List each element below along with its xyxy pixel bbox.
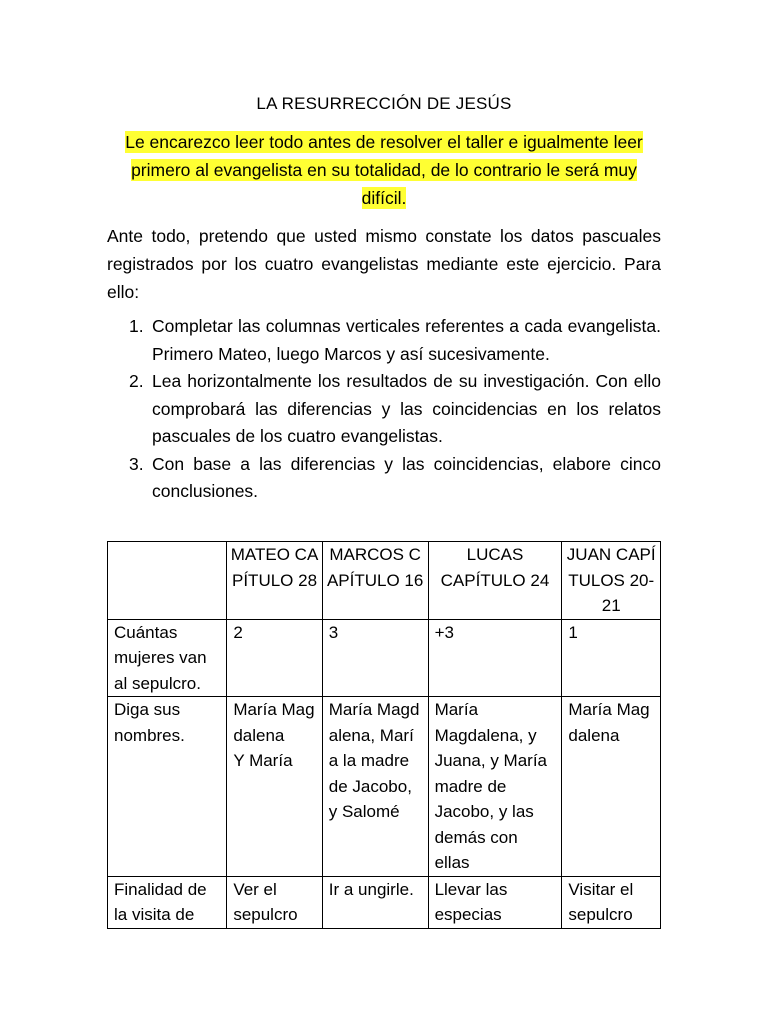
table-cell: 3 — [322, 619, 428, 697]
table-header-cell: MATEO CAPÍTULO 28 — [227, 542, 322, 620]
comparison-table — [107, 541, 661, 929]
table-header-cell: LUCAS CAPÍTULO 24 — [428, 542, 562, 620]
list-item — [107, 368, 661, 451]
instruction-list — [107, 313, 661, 506]
table-cell: Visitar el sepulcro — [562, 876, 661, 928]
table-row — [108, 619, 661, 697]
table-row — [108, 876, 661, 928]
table-cell: Ir a ungirle. — [322, 876, 428, 928]
intro-paragraph: Ante todo, pretendo que usted mismo constate los datos pascuales registrados por los cuatro evangelistas mediante este ejercicio. Para ello: — [107, 226, 661, 302]
table-header-cell: MARCOS CAPÍTULO 16 — [322, 542, 428, 620]
highlighted-text: Le encarezco leer todo antes de resolver el taller e igualmente leer primero al evangelista en su totalidad, de lo contrario le será muy difícil. — [125, 132, 643, 208]
table-cell: Llevar las especias — [428, 876, 562, 928]
row-label: Finalidad de la visita de — [108, 876, 227, 928]
list-item-number: 2. — [129, 371, 144, 391]
table-cell: María Magdalena, María la madre de Jacobo, y Salomé — [322, 697, 428, 877]
table-cell: Ver el sepulcro — [227, 876, 322, 928]
row-label: Cuántas mujeres van al sepulcro. — [108, 619, 227, 697]
table-cell: María Magdalena, y Juana, y María madre de Jacobo, y las demás con ellas — [428, 697, 562, 877]
table-cell: +3 — [428, 619, 562, 697]
table-header-row — [108, 542, 661, 620]
list-item-number: 3. — [129, 453, 144, 474]
table-cell: María Magdalena — [562, 697, 661, 877]
table-cell: 1 — [562, 619, 661, 697]
row-label: Diga sus nombres. — [108, 697, 227, 877]
table-row — [108, 697, 661, 877]
list-item-text: Con base a las diferencias y las coincidencias, elabore cinco conclusiones. — [152, 453, 661, 501]
list-item-text: Lea horizontalmente los resultados de su investigación. Con ello comprobará las diferencias y las coincidencias en los relatos pascuales de los cuatro evangelistas. — [152, 371, 661, 446]
list-item-text: Completar las columnas verticales referentes a cada evangelista. Primero Mateo, luego Marcos y así sucesivamente. — [152, 316, 661, 364]
table-cell: María Magdalena Y María — [227, 697, 322, 877]
list-item — [107, 313, 661, 368]
list-item-number: 1. — [129, 316, 144, 336]
list-item — [107, 451, 661, 506]
table-header-cell: JUAN CAPÍTULOS 20-21 — [562, 542, 661, 620]
table-cell: 2 — [227, 619, 322, 697]
table-header-cell — [108, 542, 227, 620]
highlighted-instruction — [107, 128, 661, 212]
document-title: LA RESURRECCIÓN DE JESÚS — [256, 94, 512, 113]
